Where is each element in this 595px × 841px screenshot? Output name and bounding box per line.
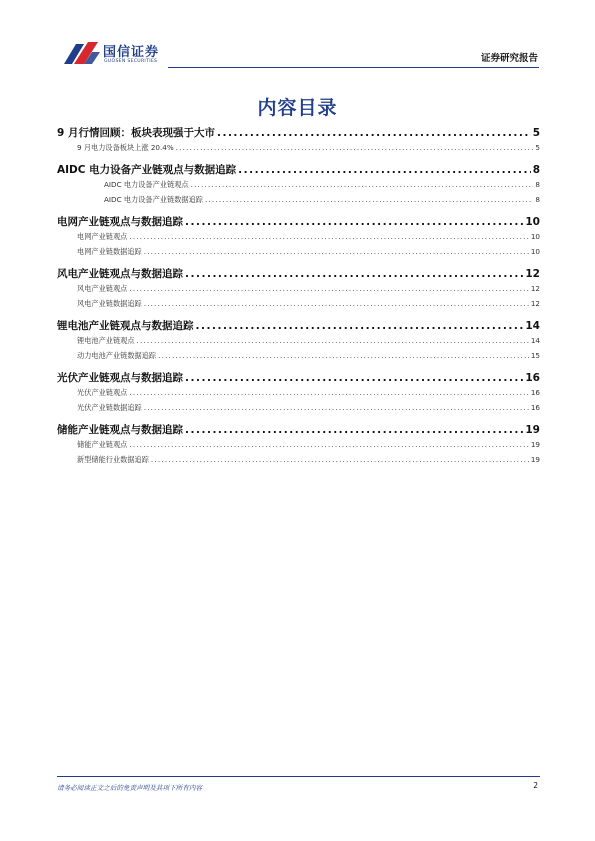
toc-dot-leader [185,372,523,384]
toc-entry-title: 风电产业链观点 [77,283,128,293]
logo-mark-icon [62,40,102,68]
toc-dot-leader [185,216,523,228]
toc-subsection-entry[interactable] [57,299,540,311]
toc-subsection-entry[interactable] [57,232,540,244]
toc-dot-leader [151,455,529,464]
toc-page-number: 12 [530,283,540,293]
toc-entry-title: 电网产业链数据追踪 [77,247,142,256]
toc-section-entry[interactable] [57,125,540,141]
toc-dot-leader [129,232,529,241]
toc-entry-title: 9 月电力设备板块上涨 20.4% [77,143,174,152]
toc-subsection-entry[interactable] [57,247,540,259]
toc-page-number: 10 [530,231,540,241]
toc-page-number: 8 [535,179,540,189]
toc-subsection-entry[interactable] [57,388,540,400]
toc-page-number: 5 [535,143,540,152]
toc-entry-title: AIDC 电力设备产业链观点与数据追踪 [57,163,237,176]
toc-page-number: 8 [532,163,540,176]
toc-section-entry[interactable] [57,266,540,282]
company-logo [62,40,182,70]
toc-page-number: 10 [525,215,540,228]
toc-entry-title: 9 月行情回顾：板块表现强于大市 [57,127,215,139]
toc-dot-leader [205,195,533,204]
toc-entry-title: 新型储能行业数据追踪 [77,455,149,464]
toc-subsection-entry[interactable] [57,403,540,415]
toc-subsection-entry[interactable] [57,195,540,207]
toc-dot-leader [196,320,524,332]
toc-dot-leader [129,388,529,397]
toc-dot-leader [185,268,523,280]
footer-disclaimer: 请务必阅读正文之后的免责声明及其项下所有内容 [57,784,203,792]
toc-entry-title: 锂电池产业链观点与数据追踪 [57,319,194,332]
toc-subsection-entry[interactable] [57,143,540,155]
page-header [0,0,595,72]
toc-page-number: 12 [525,267,540,280]
toc-dot-leader [144,403,529,412]
toc-entry-title: 光伏产业链观点与数据追踪 [57,371,183,384]
toc-entry-title: AIDC 电力设备产业链数据追踪 [104,195,203,204]
toc-section-entry[interactable] [57,162,540,178]
toc-subsection-entry[interactable] [57,336,540,348]
logo-english-text: GUOSEN SECURITIES [104,59,158,64]
toc-entry-title: 电网产业链观点 [77,231,128,241]
toc-entry-title: 电网产业链观点与数据追踪 [57,215,183,228]
toc-dot-leader [217,127,531,139]
toc-page-number: 16 [530,387,540,397]
logo-chinese-text: 国信证券 [103,45,160,60]
toc-entry-title: AIDC 电力设备产业链观点 [104,179,189,189]
toc-page-number: 19 [525,423,540,436]
toc-entry-title: 储能产业链观点 [77,439,128,449]
toc-dot-leader [144,247,529,256]
toc-dot-leader [129,440,529,449]
toc-page-number: 15 [530,351,540,360]
toc-page-number: 16 [525,371,540,384]
toc-entry-title: 风电产业链观点与数据追踪 [57,267,183,280]
toc-section-entry[interactable] [57,318,540,334]
toc-entry-title: 锂电池产业链观点 [77,335,135,345]
toc-page-number: 19 [530,439,540,449]
toc-section-entry[interactable] [57,370,540,386]
toc-page-number: 19 [530,455,540,464]
toc-subsection-entry[interactable] [57,351,540,363]
toc-dot-leader [238,164,531,176]
report-type-label: 证券研究报告 [480,53,538,64]
toc-entry-title: 动力电池产业链数据追踪 [77,351,157,360]
toc-page-number: 16 [530,403,540,412]
toc-entry-title: 风电产业链数据追踪 [77,299,142,308]
footer-page-number: 2 [533,781,538,790]
toc-page-number: 8 [535,195,540,204]
toc-subsection-entry[interactable] [57,284,540,296]
toc-dot-leader [176,143,534,152]
footer-divider [57,776,540,777]
toc-subsection-entry[interactable] [57,455,540,467]
toc-page-number: 12 [530,299,540,308]
toc-entry-title: 光伏产业链观点 [77,387,128,397]
toc-dot-leader [137,336,529,345]
toc-section-entry[interactable] [57,214,540,230]
toc-dot-leader [129,284,529,293]
toc-title: 内容目录 [257,97,338,119]
toc-dot-leader [191,180,534,189]
toc-subsection-entry[interactable] [57,440,540,452]
toc-page-number: 10 [530,247,540,256]
toc-page-number: 5 [532,127,540,139]
header-divider [168,67,539,68]
toc-entry-title: 光伏产业链数据追踪 [77,403,142,412]
toc-section-entry[interactable] [57,422,540,438]
toc-page-number: 14 [525,319,540,332]
toc-dot-leader [144,299,529,308]
toc-dot-leader [158,351,529,360]
toc-subsection-entry[interactable] [57,180,540,192]
toc-entry-title: 储能产业链观点与数据追踪 [57,423,183,436]
toc-dot-leader [185,424,523,436]
toc-page-number: 14 [530,335,540,345]
